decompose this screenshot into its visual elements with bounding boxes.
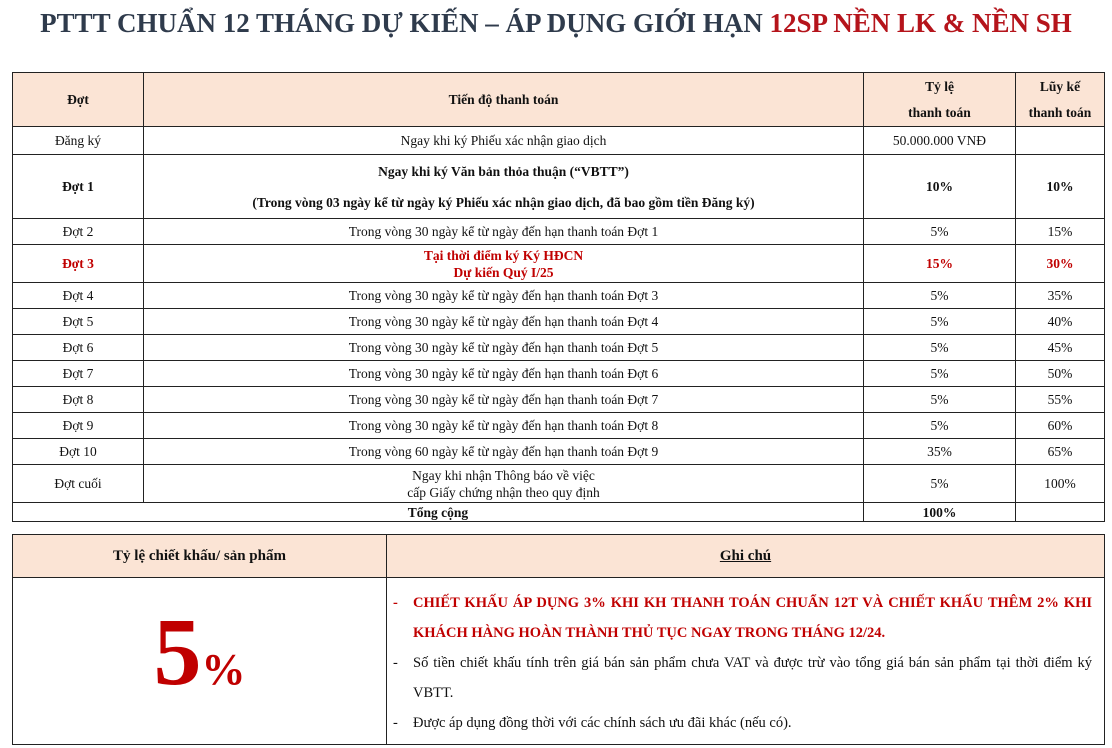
rate-cell: 5% bbox=[864, 335, 1016, 361]
table-row bbox=[13, 245, 1105, 283]
cumulative-cell: 35% bbox=[1016, 283, 1105, 309]
progress-line1: Trong vòng 30 ngày kể từ ngày đến hạn thanh toán Đợt 4 bbox=[348, 314, 659, 329]
phase-cell: Đợt cuối bbox=[13, 465, 144, 503]
header-rate-line1: Tỷ lệ bbox=[925, 78, 954, 94]
table-row bbox=[13, 155, 1105, 219]
total-label: Tổng cộng bbox=[13, 503, 864, 522]
rate-cell: 5% bbox=[864, 283, 1016, 309]
table-row bbox=[13, 361, 1105, 387]
phase-cell: Đợt 6 bbox=[13, 335, 144, 361]
discount-unit: % bbox=[201, 645, 246, 694]
progress-cell bbox=[144, 413, 864, 439]
progress-line1: Trong vòng 30 ngày kể từ ngày đến hạn thanh toán Đợt 1 bbox=[348, 224, 659, 239]
progress-cell bbox=[144, 335, 864, 361]
schedule-header-row bbox=[13, 73, 1105, 127]
discount-number: 5 bbox=[153, 598, 202, 705]
bullet-dash: - bbox=[393, 715, 398, 731]
header-cum-line1: Lũy kế bbox=[1039, 78, 1081, 94]
cumulative-cell: 50% bbox=[1016, 361, 1105, 387]
total-row bbox=[13, 503, 1105, 522]
payment-schedule-table bbox=[12, 72, 1105, 522]
note-text: Số tiền chiết khấu tính trên giá bán sản phẩm chưa VAT và được trừ vào tổng giá bán sản phẩm tại thời điểm ký VBTT. bbox=[413, 655, 1092, 701]
progress-line2: Dự kiến Quý I/25 bbox=[453, 264, 554, 280]
progress-line1: Ngay khi ký Văn bản thỏa thuận (“VBTT”) bbox=[378, 163, 629, 179]
progress-cell bbox=[144, 245, 864, 283]
progress-cell bbox=[144, 309, 864, 335]
rate-cell: 35% bbox=[864, 439, 1016, 465]
discount-header: Tỷ lệ chiết khấu/ sản phẩm bbox=[13, 535, 387, 578]
phase-cell: Đợt 7 bbox=[13, 361, 144, 387]
rate-cell: 15% bbox=[864, 245, 1016, 283]
header-cum-line2: thanh toán bbox=[1028, 104, 1092, 120]
title-main: PTTT CHUẨN 12 THÁNG DỰ KIẾN – ÁP DỤNG GIỚI HẠN bbox=[40, 8, 770, 38]
note-text: Được áp dụng đồng thời với các chính sách ưu đãi khác (nếu có). bbox=[413, 715, 792, 731]
rate-cell: 50.000.000 VNĐ bbox=[864, 127, 1016, 155]
progress-cell bbox=[144, 283, 864, 309]
phase-cell: Đăng ký bbox=[13, 127, 144, 155]
table-row bbox=[13, 465, 1105, 503]
phase-cell: Đợt 5 bbox=[13, 309, 144, 335]
notes-cell bbox=[387, 578, 1105, 745]
progress-cell bbox=[144, 465, 864, 503]
cumulative-cell: 40% bbox=[1016, 309, 1105, 335]
header-phase: Đợt bbox=[13, 73, 144, 127]
note-item bbox=[393, 708, 1092, 738]
cumulative-cell: 45% bbox=[1016, 335, 1105, 361]
rate-cell: 5% bbox=[864, 465, 1016, 503]
progress-cell bbox=[144, 361, 864, 387]
table-row bbox=[13, 387, 1105, 413]
notes-list bbox=[387, 578, 1104, 744]
cumulative-cell: 55% bbox=[1016, 387, 1105, 413]
table-row bbox=[13, 127, 1105, 155]
phase-cell: Đợt 3 bbox=[13, 245, 144, 283]
rate-cell: 10% bbox=[864, 155, 1016, 219]
progress-line1: Ngay khi ký Phiếu xác nhận giao dịch bbox=[400, 133, 607, 148]
header-rate-line2: thanh toán bbox=[908, 104, 971, 120]
note-item bbox=[393, 588, 1092, 648]
discount-value-cell bbox=[13, 578, 387, 745]
cumulative-cell: 100% bbox=[1016, 465, 1105, 503]
rate-cell: 5% bbox=[864, 219, 1016, 245]
cumulative-cell bbox=[1016, 127, 1105, 155]
table-row bbox=[13, 413, 1105, 439]
notes-header-label: Ghi chú bbox=[719, 547, 772, 564]
discount-table bbox=[12, 534, 1105, 745]
progress-line1: Trong vòng 30 ngày kể từ ngày đến hạn thanh toán Đợt 8 bbox=[348, 418, 659, 433]
page-title bbox=[0, 8, 1112, 39]
cumulative-cell: 15% bbox=[1016, 219, 1105, 245]
progress-line1: Ngay khi nhận Thông báo về việc bbox=[412, 467, 595, 483]
phase-cell: Đợt 9 bbox=[13, 413, 144, 439]
progress-line2: cấp Giấy chứng nhận theo quy định bbox=[407, 484, 600, 500]
progress-cell bbox=[144, 219, 864, 245]
cumulative-cell: 65% bbox=[1016, 439, 1105, 465]
phase-cell: Đợt 8 bbox=[13, 387, 144, 413]
header-cumulative bbox=[1016, 73, 1105, 127]
progress-cell bbox=[144, 439, 864, 465]
note-text: CHIẾT KHẤU ÁP DỤNG 3% KHI KH THANH TOÁN CHUẨN 12T VÀ CHIẾT KHẤU THÊM 2% KHI KHÁCH HÀNG HOÀN THÀNH THỦ TỤC NGAY TRONG THÁNG 12/24. bbox=[413, 595, 1092, 641]
header-rate bbox=[864, 73, 1016, 127]
rate-cell: 5% bbox=[864, 387, 1016, 413]
cumulative-cell: 60% bbox=[1016, 413, 1105, 439]
progress-line1: Trong vòng 30 ngày kể từ ngày đến hạn thanh toán Đợt 3 bbox=[348, 288, 659, 303]
discount-value bbox=[154, 598, 246, 705]
header-progress: Tiến độ thanh toán bbox=[144, 73, 864, 127]
progress-line1: Tại thời điểm ký Ký HĐCN bbox=[423, 247, 584, 263]
table-row bbox=[13, 283, 1105, 309]
bullet-dash: - bbox=[393, 655, 398, 671]
rate-cell: 5% bbox=[864, 413, 1016, 439]
total-value: 100% bbox=[864, 503, 1016, 522]
bullet-dash: - bbox=[393, 595, 398, 611]
title-highlight: 12SP NỀN LK & NỀN SH bbox=[769, 8, 1072, 38]
progress-line2: (Trong vòng 03 ngày kể từ ngày ký Phiếu xác nhận giao dịch, đã bao gồm tiền Đăng ký) bbox=[252, 194, 755, 210]
note-item bbox=[393, 648, 1092, 708]
notes-header bbox=[387, 535, 1105, 578]
cumulative-cell: 10% bbox=[1016, 155, 1105, 219]
phase-cell: Đợt 1 bbox=[13, 155, 144, 219]
total-empty-cell bbox=[1016, 503, 1105, 522]
phase-cell: Đợt 2 bbox=[13, 219, 144, 245]
progress-cell bbox=[144, 127, 864, 155]
phase-cell: Đợt 4 bbox=[13, 283, 144, 309]
table-row bbox=[13, 309, 1105, 335]
rate-cell: 5% bbox=[864, 309, 1016, 335]
progress-line1: Trong vòng 30 ngày kể từ ngày đến hạn thanh toán Đợt 7 bbox=[348, 392, 659, 407]
progress-cell bbox=[144, 155, 864, 219]
progress-line1: Trong vòng 30 ngày kể từ ngày đến hạn thanh toán Đợt 5 bbox=[348, 340, 659, 355]
progress-cell bbox=[144, 387, 864, 413]
table-row bbox=[13, 335, 1105, 361]
progress-line1: Trong vòng 30 ngày kể từ ngày đến hạn thanh toán Đợt 6 bbox=[348, 366, 659, 381]
phase-cell: Đợt 10 bbox=[13, 439, 144, 465]
cumulative-cell: 30% bbox=[1016, 245, 1105, 283]
progress-line1: Trong vòng 60 ngày kể từ ngày đến hạn thanh toán Đợt 9 bbox=[348, 444, 659, 459]
table-row bbox=[13, 439, 1105, 465]
table-row bbox=[13, 219, 1105, 245]
rate-cell: 5% bbox=[864, 361, 1016, 387]
